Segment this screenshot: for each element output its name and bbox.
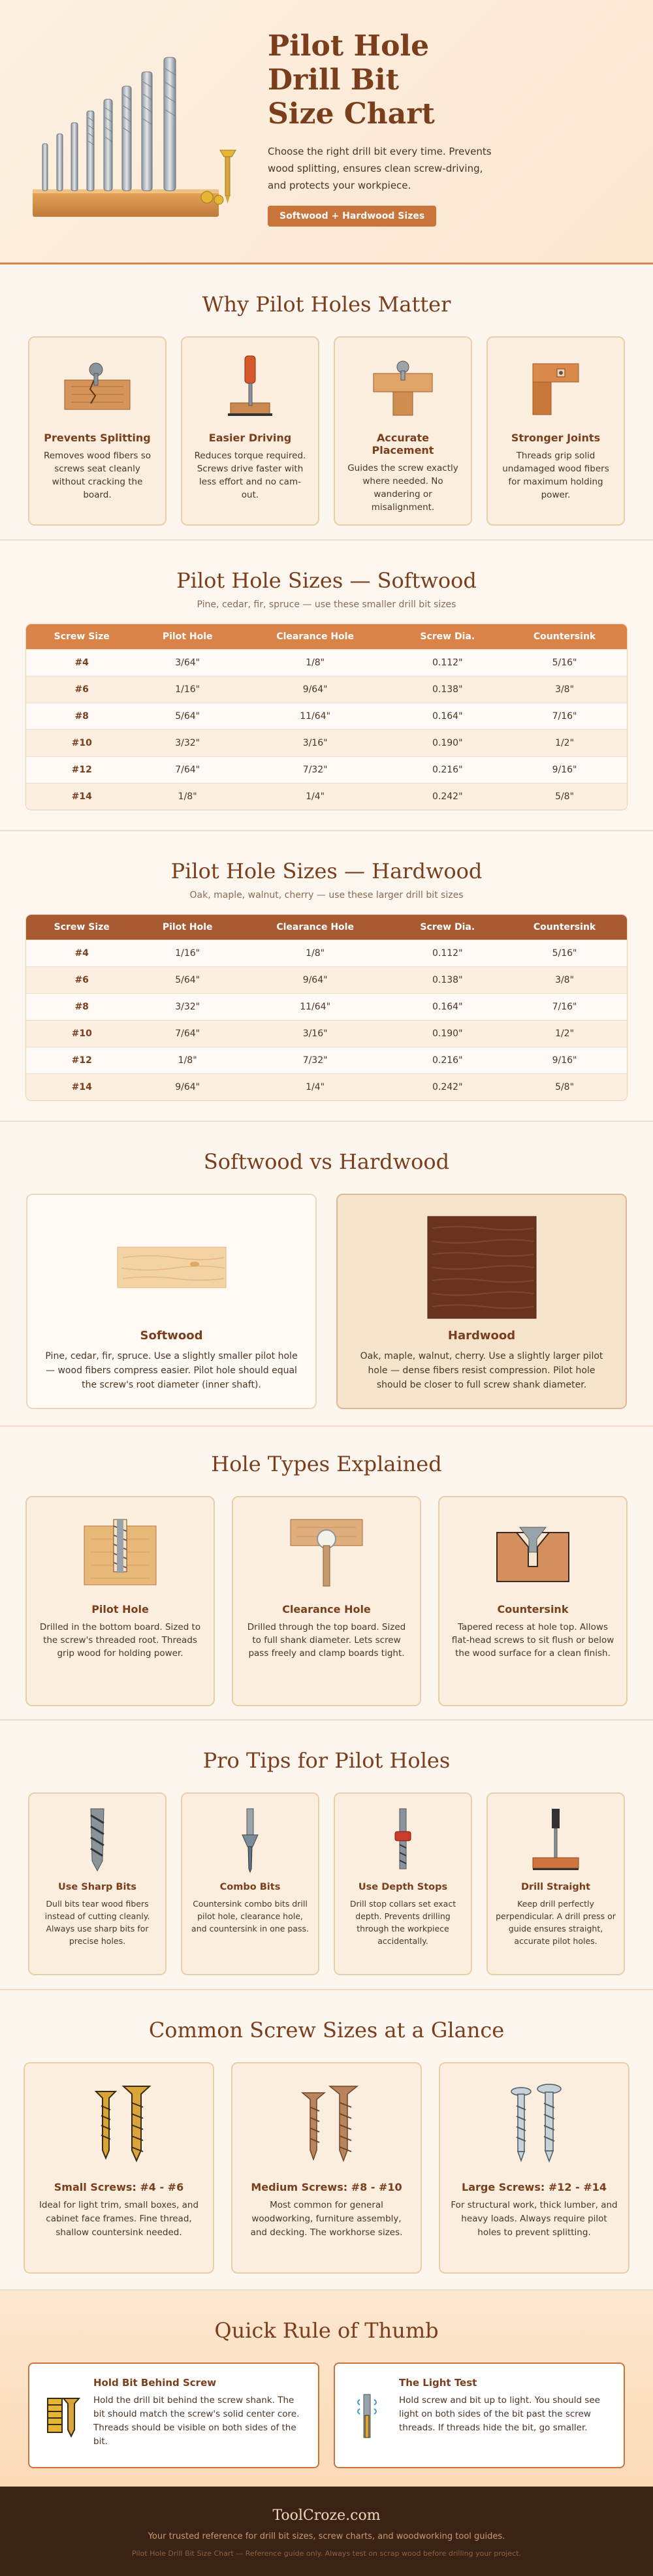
why-card-text: Removes wood fibers so screws seat cleanly without cracking the board. [43,451,151,500]
table-cell: 0.164" [392,703,502,729]
rule-of-thumb-section [0,2291,653,2487]
why-card-accurate-placement [334,336,472,526]
why-card-prevents-splitting [28,336,167,526]
tip-card-drill-straight [486,1792,625,1975]
softwood-vs-hardwood-section [0,1122,653,1427]
table-cell: 1/8" [137,1047,237,1073]
footer-brand[interactable]: ToolCroze.com [272,2507,381,2524]
tip-card-combo-bits [181,1792,319,1975]
screw-card-small [24,2062,214,2274]
table-row [26,966,627,993]
table-cell: #6 [26,966,137,993]
hardwood-subtitle: Oak, maple, walnut, cherry — use these larger drill bit sizes [189,890,464,900]
hero-text [268,29,503,227]
table-cell: #10 [26,729,137,756]
table-cell: 1/8" [137,783,237,810]
hero-title [268,29,503,131]
tip-card-sharp-bits [28,1792,167,1975]
hardwood-title: Pilot Hole Sizes — Hardwood [170,859,483,883]
table-cell: 1/2" [502,729,627,756]
countersink-combo-bit-icon [224,1805,276,1874]
table-cell: #4 [26,649,137,676]
column-header: Clearance Hole [238,624,393,649]
table-cell: 1/8" [238,940,393,966]
footer-tagline: Your trusted reference for drill bit sizes, screw charts, and woodworking tool guides. [148,2532,505,2541]
table-cell: 7/32" [238,1047,393,1073]
column-header: Screw Dia. [392,624,502,649]
hardwood-card-title: Hardwood [447,1329,516,1343]
table-cell: 0.164" [392,993,502,1020]
screwdriver-icon [211,351,289,422]
hole-type-text: Drilled through the top board. Sized to full shank diameter. Lets screw pass freely and clamp boards tight. [247,1622,406,1659]
table-row [26,1020,627,1047]
footer [0,2487,653,2576]
table-cell: 0.242" [392,1073,502,1100]
screw-card-text: Ideal for light trim, small boxes, and cabinet face frames. Fine thread, shallow countersink needed. [39,2200,199,2238]
table-cell: 5/16" [502,940,627,966]
table-row [26,993,627,1020]
why-section [0,264,653,541]
screws-title: Common Screw Sizes at a Glance [148,2018,505,2043]
table-cell: 7/16" [502,993,627,1020]
tips-title: Pro Tips for Pilot Holes [202,1748,451,1773]
table-cell: #6 [26,676,137,703]
why-card-easier-driving [181,336,319,526]
table-cell: 3/32" [137,993,237,1020]
rule-card-light-test [334,2362,625,2468]
table-cell: 3/8" [502,966,627,993]
table-cell: 7/32" [238,756,393,783]
table-cell: 0.190" [392,1020,502,1047]
compare-title: Softwood vs Hardwood [203,1149,450,1174]
tip-text: Countersink combo bits drill pilot hole, clearance hole, and countersink in one pass. [191,1899,309,1933]
rule-card-text: Hold screw and bit up to light. You should see light on both sides of the bit past the screw threads. If threads hide the bit, go smaller. [399,2395,600,2433]
table-cell: 1/4" [238,1073,393,1100]
table-row [26,649,627,676]
screw-card-text: Most common for general woodworking, furniture assembly, and decking. The workhorse sizes. [250,2200,403,2238]
screw-card-text: For structural work, thick lumber, and heavy loads. Always require pilot holes to prevent splitting. [451,2200,618,2238]
table-cell: 1/4" [238,783,393,810]
table-cell: 0.138" [392,676,502,703]
hardwood-card [336,1194,627,1409]
table-cell: 5/64" [137,703,237,729]
table-cell: 9/64" [238,966,393,993]
rule-card-hold-bit [28,2362,319,2468]
table-cell: 1/16" [137,676,237,703]
clearance-hole-diagram-icon [284,1513,369,1591]
softwood-subtitle: Pine, cedar, fir, spruce — use these smaller drill bit sizes [197,599,456,610]
table-cell: 11/64" [238,703,393,729]
corner-joint-icon [517,351,595,422]
table-cell: 9/64" [137,1073,237,1100]
drill-bit-set-illustration [29,46,264,229]
hole-type-text: Drilled in the bottom board. Sized to the screw's threaded root. Threads grip wood for holding power. [39,1622,201,1659]
table-cell: 5/16" [502,649,627,676]
table-cell: 0.216" [392,1047,502,1073]
hero-title-line-2: Drill Bit [268,63,400,97]
medium-screws-icon [284,2080,369,2165]
table-cell: 9/64" [238,676,393,703]
hardwood-block-image [426,1215,537,1320]
why-card-text: Threads grip solid undamaged wood fibers for maximum holding power. [502,451,609,500]
table-row [26,756,627,783]
softwood-plank-image [116,1245,227,1290]
hole-type-card-pilot [25,1496,215,1706]
table-row [26,940,627,966]
hole-type-text: Tapered recess at hole top. Allows flat-head screws to sit flush or below the wood surface for a clean finish. [451,1622,614,1659]
table-row [26,1047,627,1073]
softwood-table-section [0,541,653,831]
table-row [26,1073,627,1100]
t-joint-icon [364,354,442,419]
pro-tips-section [0,1721,653,1990]
why-card-text: Guides the screw exactly where needed. No wandering or misalignment. [347,463,458,513]
table-cell: 0.216" [392,756,502,783]
softwood-title: Pilot Hole Sizes — Softwood [176,568,477,593]
table-cell: #4 [26,940,137,966]
tip-text: Drill stop collars set exact depth. Prevents drilling through the workpiece accidentally. [349,1899,456,1946]
tip-title: Combo Bits [219,1882,281,1892]
hole-type-title: Countersink [497,1603,569,1615]
table-cell: #14 [26,1073,137,1100]
column-header: Pilot Hole [137,915,237,940]
countersink-diagram-icon [490,1513,575,1591]
hero-badge: Softwood + Hardwood Sizes [268,206,436,227]
hero-section [0,0,653,264]
table-cell: 0.190" [392,729,502,756]
table-cell: 1/2" [502,1020,627,1047]
table-cell: 5/64" [137,966,237,993]
table-row [26,783,627,810]
table-row [26,676,627,703]
table-cell: 7/64" [137,1020,237,1047]
rule-card-title: The Light Test [399,2377,477,2389]
table-row [26,703,627,729]
rule-card-text: Hold the drill bit behind the screw shank. The bit should match the screw's solid center core. Threads should be visible on both sides of the bit. [93,2395,300,2447]
table-cell: 7/64" [137,756,237,783]
table-cell: 7/16" [502,703,627,729]
table-cell: #12 [26,756,137,783]
table-header-row [26,915,627,940]
hole-type-card-countersink [438,1496,628,1706]
tip-title: Drill Straight [520,1882,591,1892]
hero-title-line-1: Pilot Hole [268,29,430,63]
rule-title: Quick Rule of Thumb [214,2318,439,2343]
why-card-text: Reduces torque required. Screws drive faster with less effort and no cam-out. [194,451,306,500]
table-cell: 3/8" [502,676,627,703]
table-header-row [26,624,627,649]
hero-title-line-3: Size Chart [268,97,435,131]
softwood-card-title: Softwood [140,1329,203,1343]
footer-disclaimer: Pilot Hole Drill Bit Size Chart — Reference guide only. Always test on scrap wood before drilling your project. [132,2549,521,2558]
table-cell: 5/8" [502,1073,627,1100]
tip-text: Keep drill perfectly perpendicular. A drill press or guide ensures straight, accurate pilot holes. [496,1899,616,1946]
table-cell: 1/16" [137,940,237,966]
screw-card-title: Medium Screws: #8 - #10 [251,2181,402,2193]
tip-title: Use Sharp Bits [57,1882,136,1892]
rule-card-title: Hold Bit Behind Screw [93,2377,217,2389]
table-cell: #8 [26,993,137,1020]
table-cell: 3/16" [238,729,393,756]
softwood-size-table [26,624,627,810]
table-cell: #14 [26,783,137,810]
light-test-icon [348,2377,387,2454]
table-cell: 11/64" [238,993,393,1020]
table-cell: 0.112" [392,649,502,676]
tip-title: Use Depth Stops [358,1882,448,1892]
table-cell: 3/16" [238,1020,393,1047]
column-header: Screw Size [26,915,137,940]
column-header: Clearance Hole [238,915,393,940]
hole-type-card-clearance [232,1496,421,1706]
drill-straight-icon [523,1805,588,1874]
screw-card-title: Large Screws: #12 - #14 [462,2181,607,2193]
hole-type-title: Pilot Hole [91,1603,149,1615]
screw-card-medium [231,2062,422,2274]
hardwood-table-section [0,831,653,1122]
table-cell: 1/8" [238,649,393,676]
screw-card-title: Small Screws: #4 - #6 [54,2181,184,2193]
column-header: Countersink [502,915,627,940]
bit-behind-screw-icon [42,2377,82,2454]
hole-type-title: Clearance Hole [282,1603,371,1615]
table-cell: 0.242" [392,783,502,810]
hole-types-section [0,1427,653,1721]
split-board-icon [58,354,136,419]
twist-drill-bit-icon [71,1805,123,1874]
table-cell: #10 [26,1020,137,1047]
large-screws-icon [492,2080,577,2165]
why-card-title: Stronger Joints [511,432,601,444]
table-cell: #12 [26,1047,137,1073]
pilot-hole-diagram-icon [78,1513,163,1591]
table-cell: 5/8" [502,783,627,810]
why-card-title: Easier Driving [208,432,292,444]
tip-text: Dull bits tear wood fibers instead of cutting cleanly. Always use sharp bits for precise holes. [44,1899,150,1946]
screw-sizes-section [0,1990,653,2291]
screw-card-large [439,2062,629,2274]
column-header: Countersink [502,624,627,649]
hardwood-card-text: Oak, maple, walnut, cherry. Use a slightly larger pilot hole — dense fibers resist compression. Pilot hole should be closer to full screw shank diameter. [360,1351,603,1390]
depth-stop-collar-icon [377,1805,429,1874]
why-title: Why Pilot Holes Matter [202,292,451,317]
table-cell: 3/64" [137,649,237,676]
hardwood-size-table [26,915,627,1100]
table-cell: 9/16" [502,1047,627,1073]
table-cell: #8 [26,703,137,729]
column-header: Screw Size [26,624,137,649]
small-screws-icon [76,2080,161,2165]
softwood-card-text: Pine, cedar, fir, spruce. Use a slightly smaller pilot hole — wood fibers compress easier. Pilot hole should equal the screw's root diameter (inner shaft). [45,1351,298,1390]
why-card-title: Accurate Placement [372,432,434,456]
hole-types-title: Hole Types Explained [211,1452,442,1476]
table-row [26,729,627,756]
table-cell: 9/16" [502,756,627,783]
table-cell: 3/32" [137,729,237,756]
column-header: Screw Dia. [392,915,502,940]
table-cell: 0.138" [392,966,502,993]
tip-card-depth-stops [334,1792,472,1975]
why-card-title: Prevents Splitting [44,432,151,444]
column-header: Pilot Hole [137,624,237,649]
hero-description: Choose the right drill bit every time. Prevents wood splitting, ensures clean screw-driving, and protects your workpiece. [268,146,492,191]
softwood-card [26,1194,317,1409]
why-card-stronger-joints [486,336,625,526]
table-cell: 0.112" [392,940,502,966]
